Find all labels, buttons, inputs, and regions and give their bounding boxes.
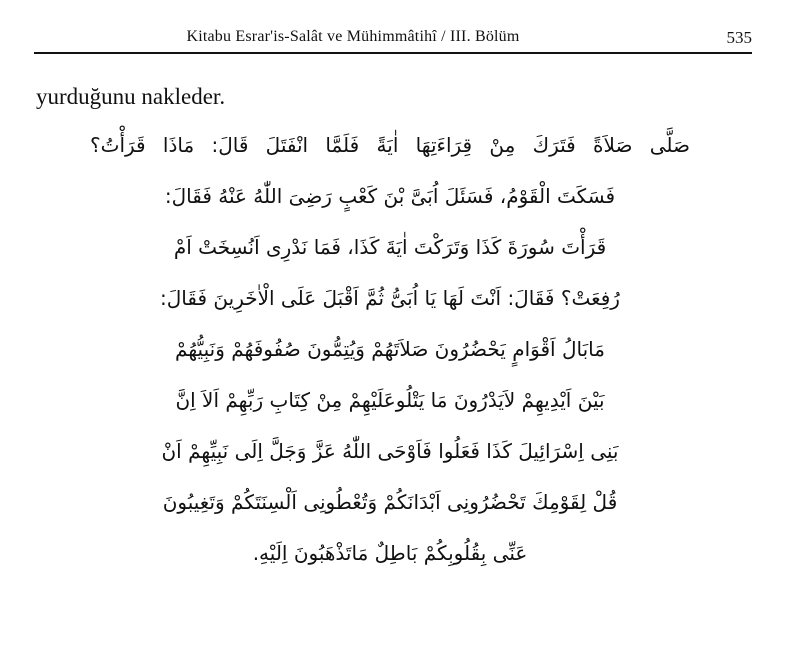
arabic-line: بَنِى اِسْرَائِيلَ كَذَا فَعَلُوا فَاَوْحَى اللّٰهُ عَزَّ وَجَلَّ اِلَى نَبِيِّهِمْ اَنْ xyxy=(161,439,619,463)
page-number: 535 xyxy=(726,28,752,47)
lead-text: yurduğunu nakleder. xyxy=(36,84,226,109)
arabic-line: قُلْ لِقَوْمِكَ تَحْضُرُونِى اَبْدَانَكُمْ وَتُعْطُونِى اَلْسِنَتَكُمْ وَتَغِيبُونَ xyxy=(162,490,618,514)
arabic-line: مَابَالُ اَقْوَامٍ يَحْضُرُونَ صَلاَتَهُمْ وَيُتِمُّونَ صُفُوفَهُمْ وَنَبِيُّهُمْ xyxy=(175,337,605,361)
arabic-line: بَيْنَ اَيْدِيهِمْ لاَيَدْرُونَ مَا يَتْلُوعَلَيْهِمْ مِنْ كِتَابِ رَبِّهِمْ اَلاَ اِنَّ xyxy=(175,388,605,412)
header-rule xyxy=(34,52,752,54)
arabic-line: عَنِّى بِقُلُوبِكُمْ بَاطِلٌ مَاتَذْهَبُونَ اِلَيْهِ. xyxy=(252,541,528,565)
arabic-line: صَلَّى صَلاَةً فَتَرَكَ مِنْ قِرَاءَتِهَا اٰيَةً فَلَمَّا انْفَتَلَ قَالَ: مَاذَا قَرَأْتُ؟ xyxy=(90,133,690,157)
page-header xyxy=(34,28,752,54)
arabic-line: قَرَأْتَ سُورَةَ كَذَا وَتَرَكْتَ اٰيَةَ كَذَا، فَمَا نَدْرِى اَنُسِخَتْ اَمْ xyxy=(173,235,607,259)
running-title: Kitabu Esrar'is-Salât ve Mühimmâtihî / III. Bölüm xyxy=(186,28,520,45)
arabic-line: رُفِعَتْ؟ فَقَالَ: اَنْتَ لَهَا يَا اُبَىُّ ثُمَّ اَقْبَلَ عَلَى الْاٰخَرِينَ فَقَالَ: xyxy=(160,286,620,310)
arabic-quote-block xyxy=(90,120,690,579)
arabic-line: فَسَكَتَ الْقَوْمُ، فَسَئَلَ اُبَىَّ بْنَ كَعْبٍ رَضِىَ اللّٰهُ عَنْهُ فَقَالَ: xyxy=(164,184,616,208)
